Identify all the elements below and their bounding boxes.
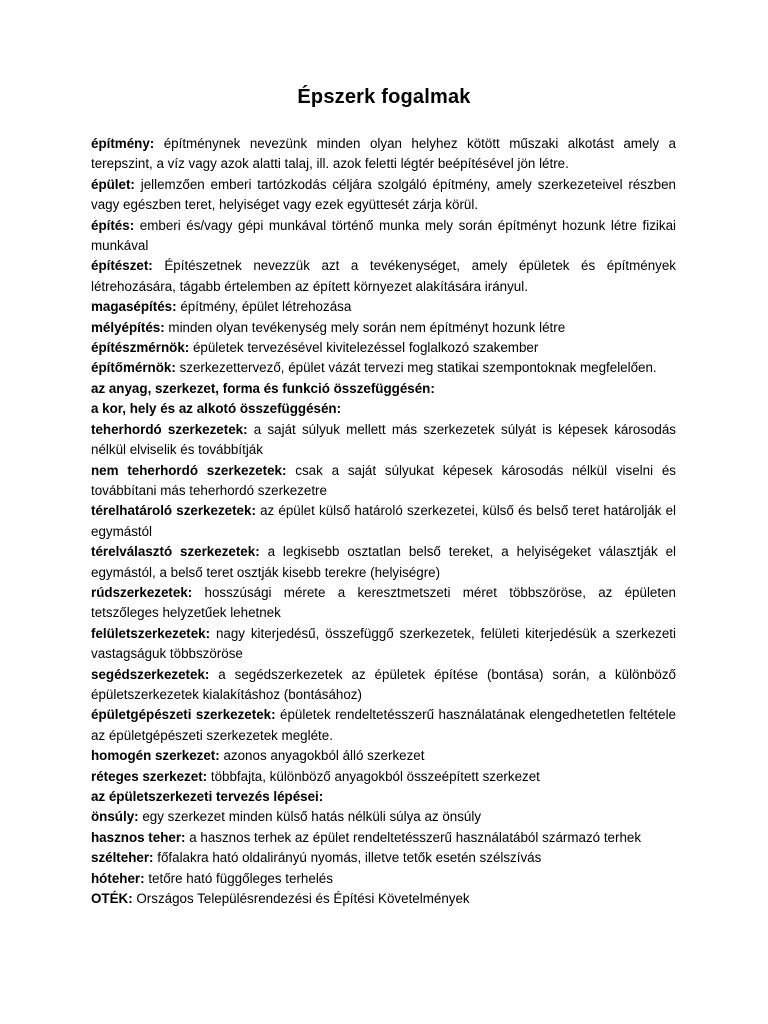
glossary-term: mélyépítés:: [91, 319, 165, 335]
glossary-entry: [91, 297, 676, 317]
glossary-term: hóteher:: [91, 870, 145, 886]
glossary-term: építészet:: [91, 258, 153, 274]
glossary-entry: [91, 828, 676, 848]
glossary-entry: [91, 705, 676, 746]
glossary-entry: [91, 501, 676, 542]
glossary-entry: [91, 256, 676, 297]
glossary-entry: [91, 379, 676, 399]
glossary-definition: minden olyan tevékenység mely során nem építményt hozunk létre: [168, 319, 566, 335]
glossary-entry: [91, 889, 676, 909]
glossary-term: épületgépészeti szerkezetek:: [91, 707, 276, 723]
glossary-term: építés:: [91, 217, 135, 233]
glossary-definition: hosszúsági mérete a keresztmetszeti méret többszöröse, az épületen tetszőleges helyzetűek lehetnek: [91, 584, 676, 621]
glossary-entry: [91, 624, 676, 665]
glossary-entry: [91, 216, 676, 257]
glossary-definition: csak a saját súlyukat képesek károsodás nélkül viselni és továbbítani más teherhordó szerkezetre: [91, 462, 676, 498]
glossary-definition: többfajta, különböző anyagokból összeépített szerkezet: [210, 768, 540, 784]
glossary-term: szélteher:: [91, 850, 154, 866]
glossary-term: hasznos teher:: [91, 829, 186, 845]
glossary-entry: [91, 869, 676, 889]
glossary-definition: az épület külső határoló szerkezetei, külső és belső teret határolják el egymástól: [91, 503, 676, 539]
glossary-entry: [91, 318, 676, 338]
glossary-definition: épületek tervezésével kivitelezéssel foglalkozó szakember: [192, 340, 539, 356]
glossary-definition: Építészetnek nevezzük azt a tevékenységet, amely épületek és építmények létrehozására, tágabb értelemben az épített környezet alakítására irányul.: [91, 258, 676, 294]
glossary-term: önsúly:: [91, 809, 139, 825]
glossary-entry: [91, 338, 676, 358]
glossary-term: réteges szerkezet:: [91, 768, 208, 784]
glossary-entry: [91, 767, 676, 787]
glossary-entry: [91, 420, 676, 461]
glossary-entry: [91, 583, 676, 624]
glossary-term: felületszerkezetek:: [91, 625, 211, 641]
glossary-term: nem teherhordó szerkezetek:: [91, 462, 287, 478]
glossary-term: homogén szerkezet:: [91, 748, 220, 764]
glossary-entry: [91, 134, 676, 175]
glossary-list: [91, 134, 676, 909]
glossary-definition: főfalakra ható oldalirányú nyomás, illetve tetők esetén szélszívás: [157, 850, 542, 866]
glossary-definition: azonos anyagokból álló szerkezet: [223, 748, 425, 764]
glossary-term: a kor, hely és az alkotó összefüggésén:: [91, 401, 342, 417]
glossary-definition: a saját súlyuk mellett más szerkezetek súlyát is képesek károsodás nélkül elviselik és továbbítják: [91, 421, 676, 458]
glossary-term: teherhordó szerkezetek:: [91, 421, 248, 437]
glossary-term: segédszerkezetek:: [91, 666, 210, 682]
glossary-entry: [91, 807, 676, 827]
glossary-definition: épületek rendeltetésszerű használatának elengedhetetlen feltétele az épületgépészeti szerkezetek megléte.: [91, 707, 676, 743]
glossary-term: épület:: [91, 176, 135, 192]
glossary-term: térelválasztó szerkezetek:: [91, 544, 260, 560]
glossary-entry: [91, 358, 676, 378]
glossary-definition: szerkezettervező, épület vázát tervezi meg statikai szempontoknak megfelelően.: [179, 360, 657, 376]
glossary-term: magasépítés:: [91, 299, 177, 315]
glossary-entry: [91, 665, 676, 706]
glossary-definition: emberi és/vagy gépi munkával történő munka mely során építményt hozunk létre fizikai munkával: [91, 217, 676, 254]
glossary-entry: [91, 175, 676, 216]
glossary-definition: a legkisebb osztatlan belső tereket, a helyiségeket választják el egymástól, a belső teret osztják kisebb terekre (helyiségre): [91, 544, 677, 580]
glossary-entry: [91, 787, 676, 807]
glossary-term: az anyag, szerkezet, forma és funkció összefüggésén:: [91, 380, 435, 396]
glossary-definition: egy szerkezet minden külső hatás nélküli súlya az önsúly: [142, 809, 482, 825]
glossary-term: építmény:: [91, 136, 155, 151]
glossary-term: építészmérnök:: [91, 340, 190, 356]
glossary-definition: a hasznos terhek az épület rendeltetésszerű használatából származó terhek: [189, 829, 642, 845]
glossary-definition: tetőre ható függőleges terhelés: [148, 870, 333, 886]
glossary-term: rúdszerkezetek:: [91, 584, 193, 600]
glossary-entry: [91, 399, 676, 419]
glossary-entry: [91, 746, 676, 766]
glossary-term: az épületszerkezeti tervezés lépései:: [91, 789, 324, 804]
glossary-term: építőmérnök:: [91, 360, 176, 376]
document-title: Épszerk fogalmak: [297, 86, 471, 108]
glossary-entry: [91, 542, 676, 583]
glossary-definition: nagy kiterjedésű, összefüggő szerkezetek, felületi kiterjedésük a szerkezeti vastagságuk többszöröse: [91, 625, 676, 662]
glossary-definition: a segédszerkezetek az épületek építése (bontása) során, a különböző épületszerkezetek kialakításhoz (bontásához): [91, 666, 676, 702]
glossary-term: térelhatároló szerkezetek:: [91, 503, 256, 519]
glossary-definition: jellemzően emberi tartózkodás céljára szolgáló építmény, amely szerkezeteivel részben vagy egészben teret, helyiséget vagy ezek együttesét zárja körül.: [91, 176, 676, 213]
glossary-definition: építmény, épület létrehozása: [180, 299, 352, 315]
glossary-entry: [91, 461, 676, 502]
glossary-definition: építménynek nevezünk minden olyan helyhez kötött műszaki alkotást amely a terepszint, a víz vagy azok alatti talaj, ill. azok feletti légtér beépítésével jön létre.: [91, 136, 676, 172]
glossary-term: OTÉK:: [91, 891, 133, 907]
glossary-definition: Országos Településrendezési és Építési Követelmények: [136, 891, 470, 907]
glossary-entry: [91, 848, 676, 868]
